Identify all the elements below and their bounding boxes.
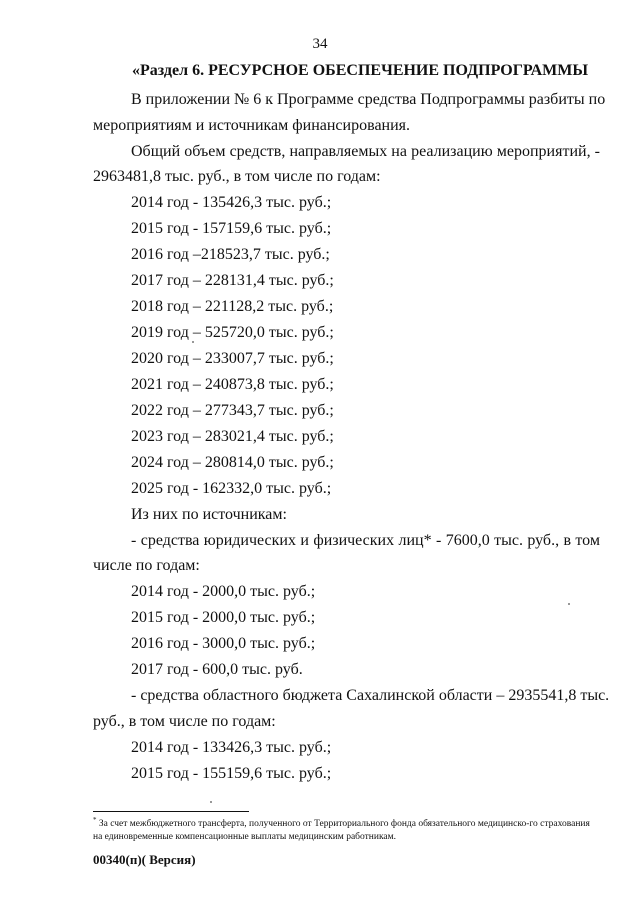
footnote (93, 814, 598, 844)
year-line: 2015 год - 2000,0 тыс. руб.; (131, 609, 316, 626)
year-line: 2015 год - 155159,6 тыс. руб.; (131, 765, 332, 782)
section-title: «Раздел 6. РЕСУРСНОЕ ОБЕСПЕЧЕНИЕ ПОДПРОГРАММЫ (132, 62, 589, 79)
legal-entities-line-2: числе по годам: (93, 557, 200, 574)
year-line: 2022 год – 277343,7 тыс. руб.; (131, 402, 334, 419)
legal-entities-line-1: - средства юридических и физических лиц* - 7600,0 тыс. руб., в том (131, 532, 600, 549)
scan-speck (568, 603, 570, 605)
sources-intro: Из них по источникам: (131, 506, 287, 523)
year-line: 2014 год - 2000,0 тыс. руб.; (131, 583, 316, 600)
scan-speck (192, 341, 194, 343)
year-line: 2023 год – 283021,4 тыс. руб.; (131, 428, 334, 445)
year-line: 2016 год - 3000,0 тыс. руб.; (131, 635, 316, 652)
year-line: 2014 год - 135426,3 тыс. руб.; (131, 194, 332, 211)
regional-budget-line-2: руб., в том числе по годам: (93, 713, 276, 730)
page-number: 34 (312, 36, 328, 52)
year-line: 2017 год – 228131,4 тыс. руб.; (131, 272, 334, 289)
year-line: 2016 год –218523,7 тыс. руб.; (131, 246, 330, 263)
paragraph-2-line-1: Общий объем средств, направляемых на реализацию мероприятий, - (131, 143, 600, 160)
year-line: 2025 год - 162332,0 тыс. руб.; (131, 480, 332, 497)
regional-budget-line-1: - средства областного бюджета Сахалинской области – 2935541,8 тыс. (131, 687, 610, 704)
year-line: 2021 год – 240873,8 тыс. руб.; (131, 376, 334, 393)
year-line: 2017 год - 600,0 тыс. руб. (131, 661, 303, 678)
document-code: 00340(п)( Версия) (93, 852, 196, 867)
year-line: 2015 год - 157159,6 тыс. руб.; (131, 220, 332, 237)
paragraph-1-line-2: мероприятиям и источникам финансирования. (93, 117, 411, 134)
year-line: 2014 год - 133426,3 тыс. руб.; (131, 739, 332, 756)
year-line: 2018 год – 221128,2 тыс. руб.; (131, 298, 334, 315)
year-line: 2020 год – 233007,7 тыс. руб.; (131, 350, 334, 367)
year-line: 2024 год – 280814,0 тыс. руб.; (131, 454, 334, 471)
year-line: 2019 год – 525720,0 тыс. руб.; (131, 324, 334, 341)
footnote-text: За счет межбюджетного трансферта, полученного от Территориального фонда обязательного медицинско-го страхования на единовременные компенсационные выплаты медицинским работникам. (93, 819, 590, 843)
footnote-marker: * (93, 816, 97, 824)
scan-speck (210, 801, 212, 803)
footnote-rule (93, 811, 249, 812)
paragraph-2-line-2: 2963481,8 тыс. руб., в том числе по годам: (93, 168, 381, 185)
paragraph-1-line-1: В приложении № 6 к Программе средства Подпрограммы разбиты по (131, 91, 606, 108)
